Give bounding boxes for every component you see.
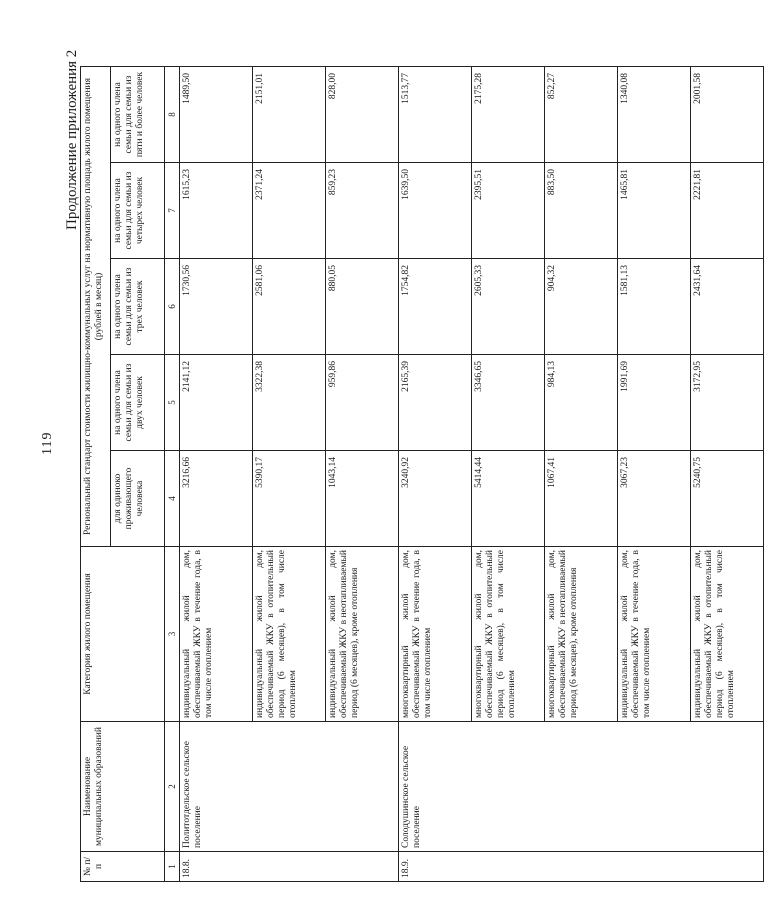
value-cell: 2141,12	[180, 355, 253, 451]
value-cell: 1581,13	[618, 259, 691, 355]
value-cell: 2431,64	[691, 259, 764, 355]
value-cell: 2395,51	[472, 163, 545, 259]
value-cell: 2175,28	[472, 66, 545, 162]
value-cell: 852,27	[545, 66, 618, 162]
appendix-title: Продолжение приложения 2	[64, 49, 80, 230]
header-standard	[81, 66, 111, 546]
category-cell: индивидуальный жилой дом, обеспечиваемый ЖКУ в неотапливаемый период (6 месяцев), кроме отопления	[326, 547, 399, 722]
value-cell: 2221,81	[691, 163, 764, 259]
header-standard-unit: (рублей в месяц)	[93, 272, 104, 341]
value-cell: 984,13	[545, 355, 618, 451]
header-standard-text: Региональный стандарт стоимости жилищно-коммунальных услуг на нормативную площадь жилого помещения	[83, 78, 93, 535]
value-cell: 5240,75	[691, 451, 764, 547]
table-row	[399, 66, 472, 881]
header-sub-1: для одиноко проживающего человека	[111, 451, 165, 547]
col-index: 7	[165, 163, 180, 259]
value-cell: 828,00	[326, 66, 399, 162]
value-cell: 2371,24	[253, 163, 326, 259]
value-cell: 1067,41	[545, 451, 618, 547]
page-number: 119	[40, 431, 55, 455]
value-cell: 3216,66	[180, 451, 253, 547]
value-cell: 959,86	[326, 355, 399, 451]
municipality-name: Политотдельское сельское поселение	[180, 722, 399, 852]
col-index: 4	[165, 451, 180, 547]
value-cell: 1615,23	[180, 163, 253, 259]
value-cell: 3346,65	[472, 355, 545, 451]
value-cell: 859,23	[326, 163, 399, 259]
value-cell: 1991,69	[618, 355, 691, 451]
value-cell: 880,05	[326, 259, 399, 355]
value-cell: 1465,81	[618, 163, 691, 259]
header-sub-5: на одного члена семьи для семьи из пяти и более человек	[111, 66, 165, 162]
value-cell: 5390,17	[253, 451, 326, 547]
value-cell: 904,32	[545, 259, 618, 355]
header-num: № п/п	[81, 852, 165, 882]
value-cell: 3172,95	[691, 355, 764, 451]
value-cell: 3322,38	[253, 355, 326, 451]
category-cell: индивидуальный жилой дом, обеспечиваемый ЖКУ в отопительный период (6 месяцев), в том числе отоплением	[253, 547, 326, 722]
table-row	[180, 66, 253, 881]
value-cell: 1639,50	[399, 163, 472, 259]
header-sub-3: на одного члена семьи для семьи из трех человек	[111, 259, 165, 355]
category-cell: индивидуальный жилой дом, обеспечиваемый ЖКУ в течение года, в том числе отоплением	[618, 547, 691, 722]
municipality-name: Солодушинское сельское поселение	[399, 722, 764, 852]
header-name: Наименование муниципальных образований	[81, 722, 165, 852]
value-cell: 2001,58	[691, 66, 764, 162]
column-index-row	[165, 66, 180, 881]
value-cell: 1730,56	[180, 259, 253, 355]
value-cell: 1489,50	[180, 66, 253, 162]
value-cell: 1513,77	[399, 66, 472, 162]
header-sub-4: на одного члена семьи для семьи из четырех человек	[111, 163, 165, 259]
col-index: 3	[165, 547, 180, 722]
col-index: 2	[165, 722, 180, 852]
value-cell: 2151,01	[253, 66, 326, 162]
value-cell: 1340,08	[618, 66, 691, 162]
value-cell: 1043,14	[326, 451, 399, 547]
category-cell: многоквартирный жилой дом, обеспечиваемый ЖКУ в отопительный период (6 месяцев), в том числе отоплением	[472, 547, 545, 722]
category-cell: многоквартирный жилой дом, обеспечиваемый ЖКУ в течение года, в том числе отоплением	[399, 547, 472, 722]
header-sub-2: на одного члена семьи для семьи из двух человек	[111, 355, 165, 451]
header-category: Категория жилого помещения	[81, 547, 165, 722]
category-cell: индивидуальный жилой дом, обеспечиваемый ЖКУ в отопительный период (6 месяцев), в том числе отоплением	[691, 547, 764, 722]
rotated-table-container	[80, 67, 737, 882]
category-cell: многоквартирный жилой дом, обеспечиваемый ЖКУ в неотапливаемый период (6 месяцев), кроме отопления	[545, 547, 618, 722]
category-cell: индивидуальный жилой дом, обеспечиваемый ЖКУ в течение года, в том числе отоплением	[180, 547, 253, 722]
col-index: 6	[165, 259, 180, 355]
cost-standard-table	[80, 66, 764, 882]
value-cell: 2581,06	[253, 259, 326, 355]
row-num: 18.9.	[399, 852, 764, 882]
value-cell: 3067,23	[618, 451, 691, 547]
value-cell: 2605,33	[472, 259, 545, 355]
row-num: 18.8.	[180, 852, 399, 882]
col-index: 8	[165, 66, 180, 162]
col-index: 5	[165, 355, 180, 451]
value-cell: 5414,44	[472, 451, 545, 547]
value-cell: 3240,92	[399, 451, 472, 547]
col-index: 1	[165, 852, 180, 882]
value-cell: 2165,39	[399, 355, 472, 451]
value-cell: 883,50	[545, 163, 618, 259]
value-cell: 1754,82	[399, 259, 472, 355]
